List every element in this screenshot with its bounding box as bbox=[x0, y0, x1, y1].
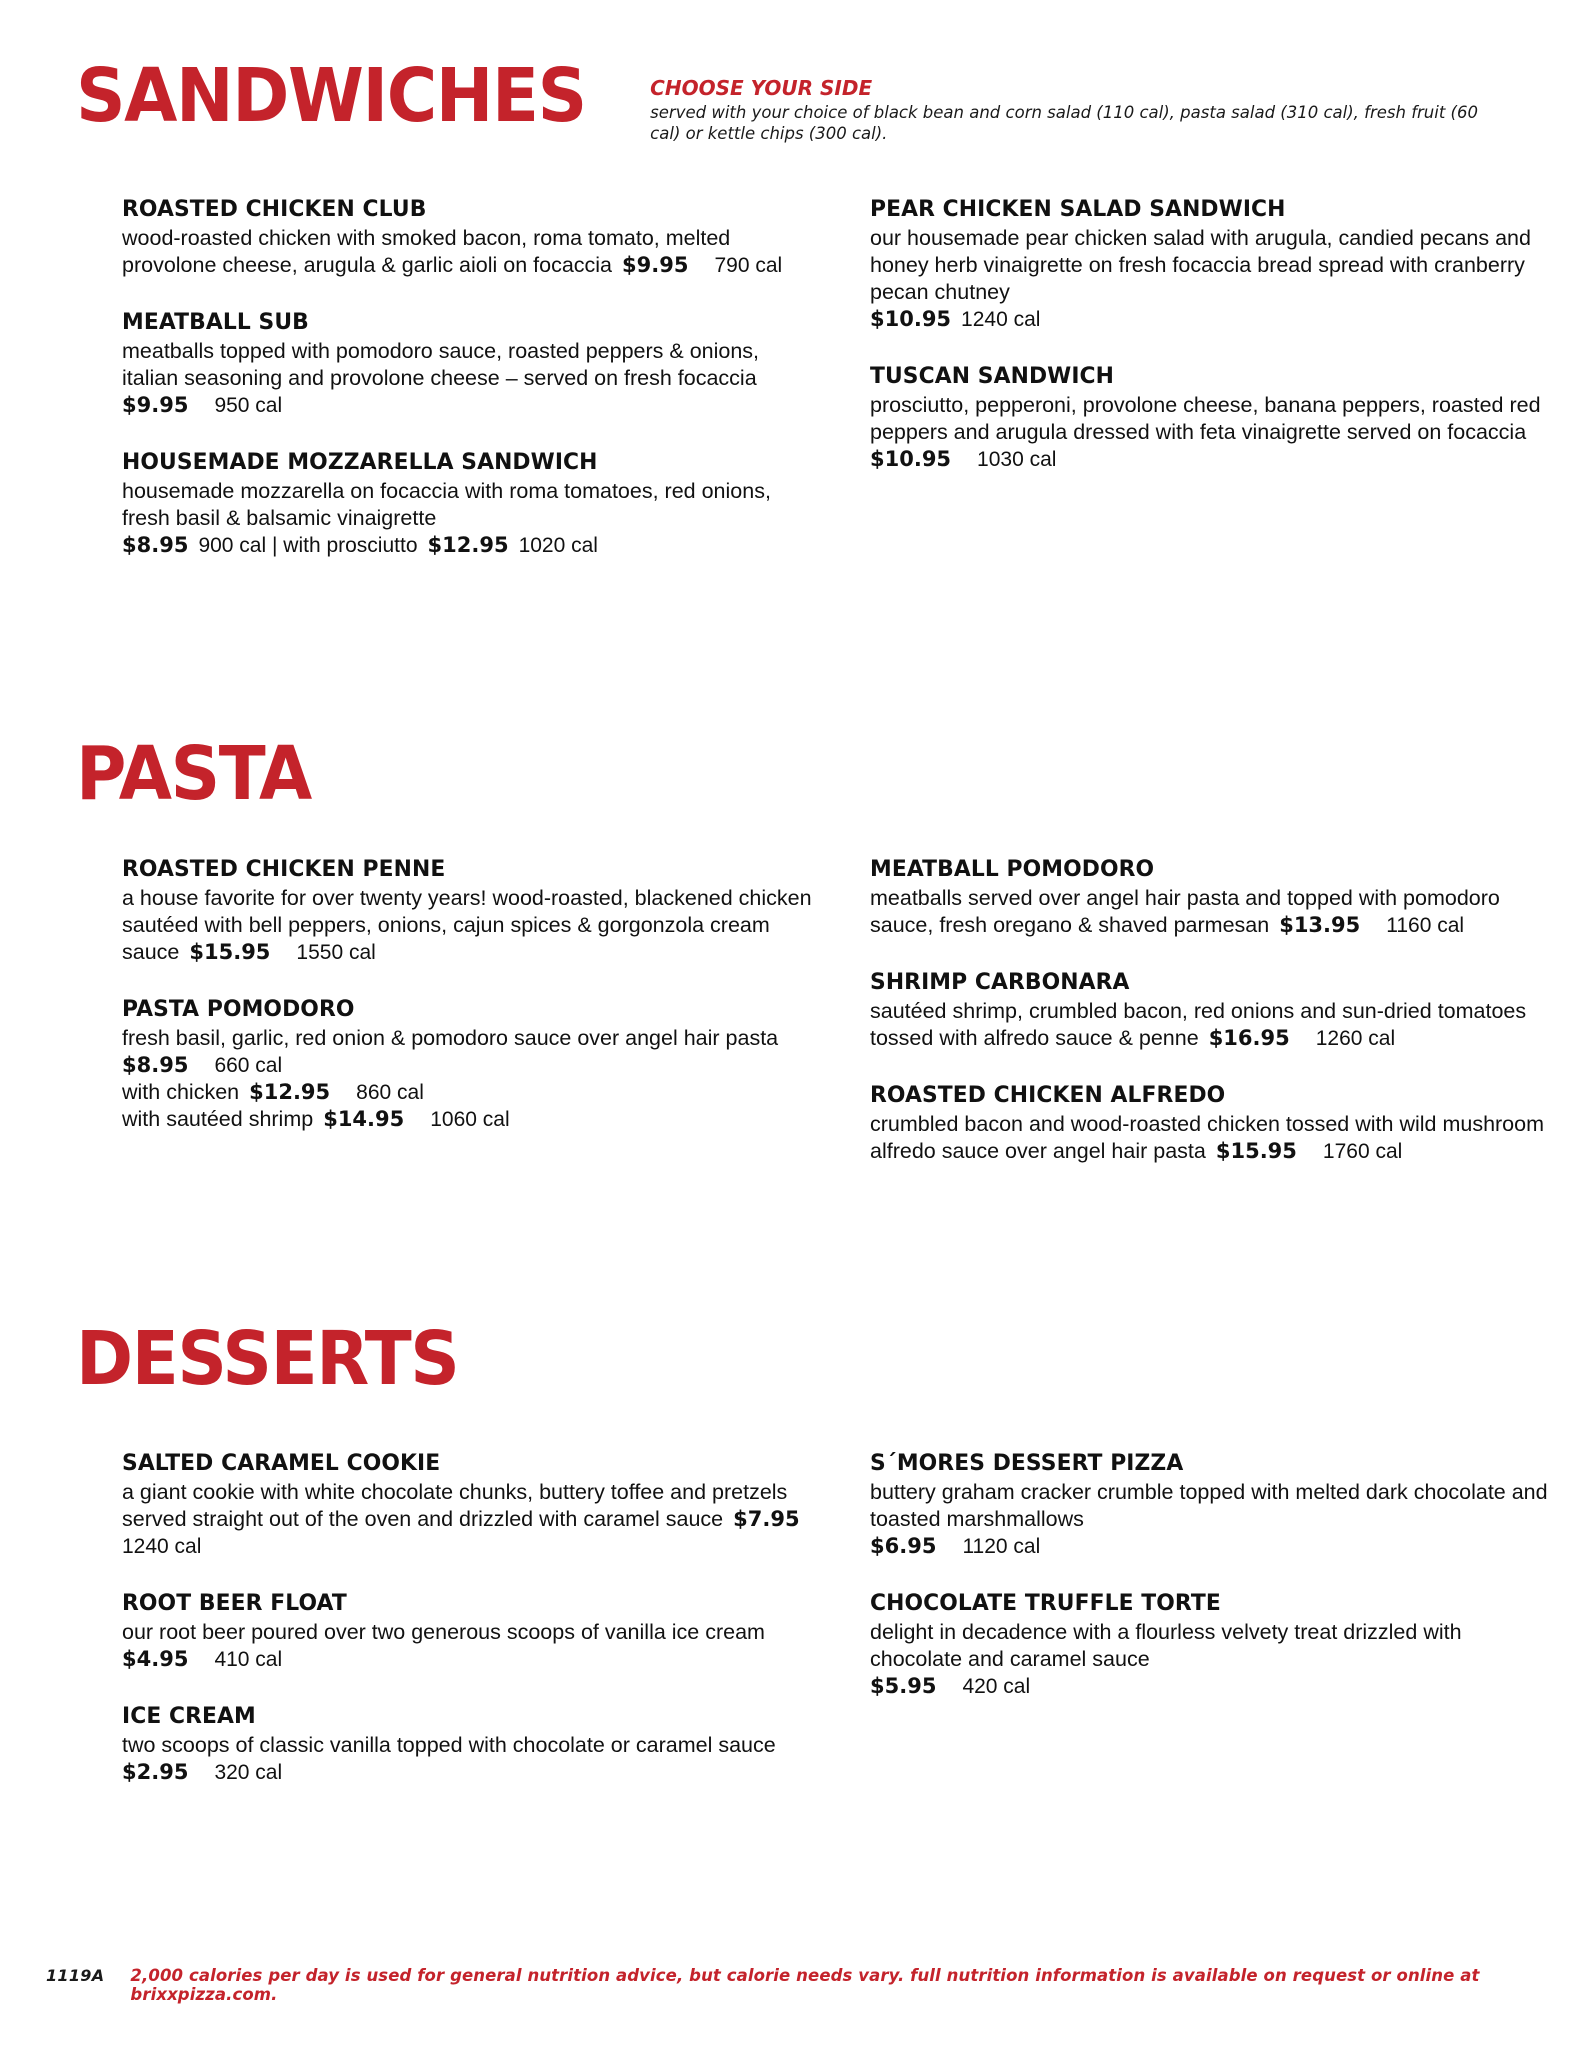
item-desc-text: meatballs topped with pomodoro sauce, roasted peppers & onions, italian seasoning and provolone cheese – served on fresh focaccia bbox=[122, 339, 760, 390]
sandwiches-section-header bbox=[76, 53, 1516, 144]
item-calories: 660 cal bbox=[214, 1053, 283, 1077]
sandwiches-items bbox=[122, 196, 1562, 559]
page-footer bbox=[0, 1966, 1582, 2004]
item-desc-text: meatballs served over angel hair pasta and topped with pomodoro sauce, fresh oregano & shaved parmesan bbox=[870, 886, 1500, 937]
section-title-pasta: PASTA bbox=[76, 731, 311, 817]
item-desc-text: two scoops of classic vanilla topped with chocolate or caramel sauce bbox=[122, 1733, 776, 1758]
item-name: PEAR CHICKEN SALAD SANDWICH bbox=[870, 196, 1286, 222]
item-price-alt: $12.95 bbox=[427, 532, 509, 557]
item-calories: 790 cal bbox=[714, 253, 783, 277]
item-desc-text: buttery graham cracker crumble topped with melted dark chocolate and toasted marshmallows bbox=[870, 1480, 1548, 1531]
item-price: $15.95 bbox=[189, 939, 271, 964]
item-desc-text: crumbled bacon and wood-roasted chicken tossed with wild mushroom alfredo sauce over angel hair pasta bbox=[870, 1112, 1545, 1164]
item-name: ROOT BEER FLOAT bbox=[122, 1590, 347, 1616]
item-name: ROASTED CHICKEN PENNE bbox=[122, 856, 446, 882]
item-description bbox=[122, 1732, 812, 1786]
item-price: $4.95 bbox=[122, 1646, 189, 1671]
item-price: $10.95 bbox=[870, 306, 952, 331]
menu-item bbox=[870, 363, 1550, 473]
item-name: ROASTED CHICKEN CLUB bbox=[122, 196, 427, 222]
item-calories: 1240 cal bbox=[961, 307, 1041, 331]
menu-item bbox=[122, 196, 812, 279]
item-price: $13.95 bbox=[1279, 912, 1361, 937]
item-desc-text: sautéed shrimp, crumbled bacon, red onions and sun-dried tomatoes tossed with alfredo sauce & penne bbox=[870, 999, 1527, 1050]
pasta-column-right bbox=[870, 856, 1550, 1165]
choose-side-body: served with your choice of black bean and corn salad (110 cal), pasta salad (310 cal), fresh fruit (60 cal) or kettle chips (300 cal). bbox=[650, 103, 1478, 143]
item-name: PASTA POMODORO bbox=[122, 996, 355, 1022]
item-variant-price: $14.95 bbox=[323, 1107, 405, 1132]
footer-code: 1119A bbox=[46, 1966, 105, 1985]
item-desc-text: our root beer poured over two generous scoops of vanilla ice cream bbox=[122, 1620, 765, 1644]
item-name: SHRIMP CARBONARA bbox=[870, 969, 1130, 996]
desserts-column-right bbox=[870, 1450, 1550, 1786]
menu-item bbox=[122, 856, 812, 966]
item-name: ROASTED CHICKEN ALFREDO bbox=[870, 1082, 1226, 1109]
item-name: MEATBALL SUB bbox=[122, 309, 309, 336]
item-variant-label: with sautéed shrimp bbox=[122, 1107, 314, 1132]
item-description bbox=[870, 998, 1550, 1052]
item-calories: 1030 cal bbox=[977, 447, 1057, 471]
item-calories: 1760 cal bbox=[1322, 1140, 1403, 1164]
item-description bbox=[870, 392, 1550, 473]
item-calories: 1240 cal bbox=[122, 1534, 202, 1558]
item-name: TUSCAN SANDWICH bbox=[870, 362, 1115, 389]
item-desc-text: a giant cookie with white chocolate chunks, buttery toffee and pretzels served straight out of the oven and drizzled with caramel sauce bbox=[122, 1480, 788, 1531]
choose-side-title: CHOOSE YOUR SIDE bbox=[650, 76, 873, 100]
pasta-items bbox=[122, 856, 1562, 1165]
item-desc-text: delight in decadence with a flourless velvety treat drizzled with chocolate and caramel sauce bbox=[870, 1620, 1462, 1671]
item-price: $7.95 bbox=[733, 1506, 800, 1531]
menu-item bbox=[122, 449, 812, 559]
menu-item bbox=[122, 996, 812, 1134]
item-calories: 1120 cal bbox=[962, 1534, 1041, 1558]
choose-your-side-note bbox=[650, 76, 1500, 144]
item-description bbox=[122, 1619, 812, 1673]
item-name: SALTED CARAMEL COOKIE bbox=[122, 1450, 441, 1476]
item-description bbox=[870, 1479, 1550, 1560]
item-price: $2.95 bbox=[122, 1760, 189, 1784]
menu-item bbox=[870, 1082, 1550, 1165]
menu-item bbox=[122, 1450, 812, 1560]
sandwiches-column-right bbox=[870, 196, 1550, 559]
item-price: $6.95 bbox=[870, 1533, 937, 1558]
menu-item bbox=[870, 856, 1550, 939]
item-description bbox=[870, 885, 1550, 939]
section-title-sandwiches: SANDWICHES bbox=[76, 53, 586, 139]
item-description bbox=[122, 338, 812, 419]
item-price: $16.95 bbox=[1208, 1026, 1290, 1050]
item-price: $8.95 bbox=[122, 532, 189, 557]
item-variant-label: with chicken bbox=[122, 1080, 240, 1105]
item-calories: 410 cal bbox=[214, 1647, 283, 1671]
menu-item bbox=[122, 1590, 812, 1673]
item-calories: 900 cal | with prosciutto bbox=[198, 533, 418, 557]
item-name: S´MORES DESSERT PIZZA bbox=[870, 1450, 1184, 1476]
item-description bbox=[870, 225, 1550, 333]
item-price: $9.95 bbox=[622, 252, 689, 277]
item-price: $10.95 bbox=[870, 446, 952, 471]
desserts-items bbox=[122, 1450, 1562, 1786]
item-variant-calories: 1060 cal bbox=[430, 1108, 510, 1132]
item-description bbox=[122, 1025, 812, 1134]
item-calories: 420 cal bbox=[962, 1674, 1031, 1698]
item-price: $9.95 bbox=[122, 392, 189, 417]
item-variant-price: $12.95 bbox=[249, 1080, 331, 1105]
item-calories: 1160 cal bbox=[1386, 913, 1465, 937]
section-title-desserts: DESSERTS bbox=[76, 1316, 459, 1402]
footer-nutrition-note: 2,000 calories per day is used for general nutrition advice, but calorie needs vary. full nutrition information is available on request or online at brixxpizza.com. bbox=[130, 1966, 1480, 2004]
pasta-column-left bbox=[122, 856, 812, 1165]
item-calories: 950 cal bbox=[214, 393, 283, 417]
item-desc-text: our housemade pear chicken salad with arugula, candied pecans and honey herb vinaigrette on fresh focaccia bread spread with cranberry pecan chutney bbox=[870, 226, 1531, 304]
menu-item bbox=[122, 309, 812, 419]
menu-item bbox=[122, 1703, 812, 1786]
item-name: ICE CREAM bbox=[122, 1703, 256, 1730]
item-calories: 1550 cal bbox=[296, 940, 376, 964]
item-price: $5.95 bbox=[870, 1673, 937, 1698]
item-name: CHOCOLATE TRUFFLE TORTE bbox=[870, 1590, 1221, 1616]
item-description bbox=[122, 478, 812, 559]
menu-item bbox=[870, 196, 1550, 333]
menu-item bbox=[870, 1450, 1550, 1560]
item-desc-text: prosciutto, pepperoni, provolone cheese, banana peppers, roasted red peppers and arugula dressed with feta vinaigrette served on focaccia bbox=[870, 392, 1541, 444]
item-variant-calories: 860 cal bbox=[356, 1081, 424, 1105]
item-calories: 320 cal bbox=[214, 1761, 283, 1784]
item-name: HOUSEMADE MOZZARELLA SANDWICH bbox=[122, 449, 598, 476]
item-description bbox=[122, 885, 812, 966]
item-price: $15.95 bbox=[1215, 1139, 1297, 1164]
item-desc-text: housemade mozzarella on focaccia with roma tomatoes, red onions, fresh basil & balsamic vinaigrette bbox=[122, 479, 771, 530]
sandwiches-column-left bbox=[122, 196, 812, 559]
desserts-column-left bbox=[122, 1450, 812, 1786]
item-description bbox=[870, 1619, 1550, 1700]
item-desc-text: a house favorite for over twenty years! wood-roasted, blackened chicken sautéed with bell peppers, onions, cajun spices & gorgonzola cream sauce bbox=[122, 886, 812, 964]
item-description bbox=[122, 225, 812, 279]
item-price: $8.95 bbox=[122, 1052, 189, 1077]
item-calories-alt: 1020 cal bbox=[518, 533, 598, 557]
item-desc-text: fresh basil, garlic, red onion & pomodoro sauce over angel hair pasta bbox=[122, 1026, 779, 1050]
item-desc-text: wood-roasted chicken with smoked bacon, roma tomato, melted provolone cheese, arugula & garlic aioli on focaccia bbox=[122, 226, 731, 277]
item-calories: 1260 cal bbox=[1315, 1027, 1396, 1050]
menu-item bbox=[870, 969, 1550, 1052]
menu-item bbox=[870, 1590, 1550, 1700]
item-description bbox=[870, 1111, 1550, 1165]
item-description bbox=[122, 1479, 812, 1560]
item-name: MEATBALL POMODORO bbox=[870, 856, 1155, 882]
